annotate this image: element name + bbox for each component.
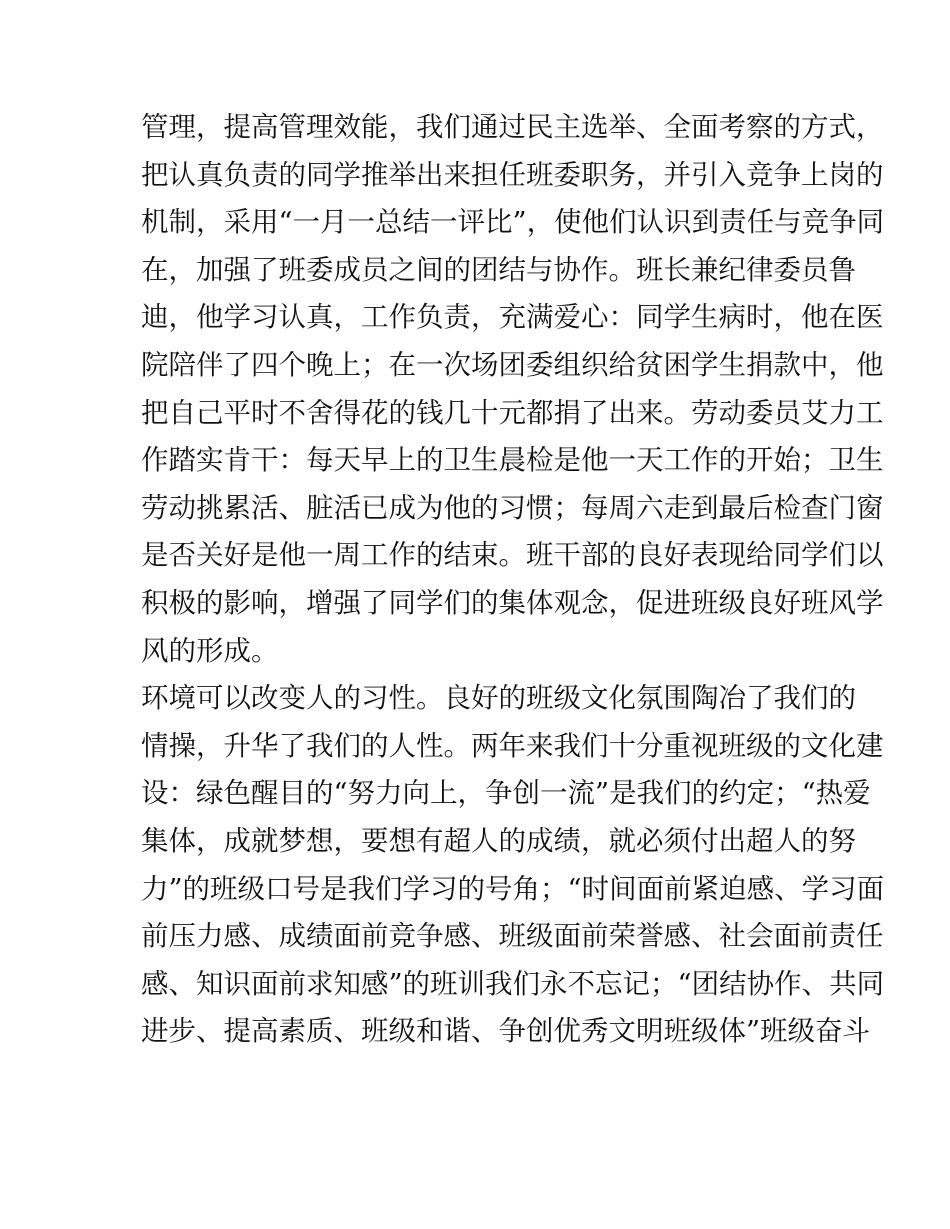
text-line: 进步、提高素质、班级和谐、争创优秀文明班级体”班级奋斗 bbox=[141, 1015, 871, 1048]
text-line: 机制，采用“一月一总结一评比”，使他们认识到责任与竞争同 bbox=[141, 206, 885, 239]
text-line: 劳动挑累活、脏活已成为他的习惯；每周六走到最后检查门窗 bbox=[141, 491, 884, 524]
text-line: 管理，提高管理效能，我们通过民主选举、全面考察的方式， bbox=[141, 111, 884, 143]
text-line: 院陪伴了四个晚上；在一次场团委组织给贫困学生捐款中，他 bbox=[141, 348, 884, 381]
text-line: 在，加强了班委成员之间的团结与协作。班长兼纪律委员鲁 bbox=[141, 253, 856, 286]
text-line: 前压力感、成绩面前竞争感、班级面前荣誉感、社会面前责任 bbox=[141, 920, 884, 953]
text-line: 集体，成就梦想，要想有超人的成绩，就必须付出超人的努 bbox=[141, 824, 856, 857]
text-line: 环境可以改变人的习性。良好的班级文化氛围陶冶了我们的 bbox=[141, 682, 856, 715]
text-line: 感、知识面前求知感”的班训我们永不忘记；“团结协作、共同 bbox=[141, 967, 885, 1000]
text-line: 力”的班级口号是我们学习的号角；“时间面前紧迫感、学习面 bbox=[141, 872, 885, 905]
text-line: 风的形成。 bbox=[141, 634, 279, 667]
text-line: 设：绿色醒目的“努力向上，争创一流”是我们的约定；“热爱 bbox=[141, 777, 871, 810]
text-line: 积极的影响，增强了同学们的集体观念，促进班级良好班风学 bbox=[141, 586, 884, 619]
text-line: 是否关好是他一周工作的结束。班干部的良好表现给同学们以 bbox=[141, 539, 884, 572]
text-line: 把认真负责的同学推举出来担任班委职务，并引入竞争上岗的 bbox=[141, 158, 884, 191]
text-line: 作踏实肯干：每天早上的卫生晨检是他一天工作的开始；卫生 bbox=[141, 444, 884, 477]
body-text bbox=[141, 104, 885, 1056]
text-line: 把自己平时不舍得花的钱几十元都捐了出来。劳动委员艾力工 bbox=[141, 396, 884, 429]
text-line: 迪，他学习认真，工作负责，充满爱心：同学生病时，他在医 bbox=[141, 301, 884, 334]
text-line: 情操，升华了我们的人性。两年来我们十分重视班级的文化建 bbox=[141, 729, 884, 762]
